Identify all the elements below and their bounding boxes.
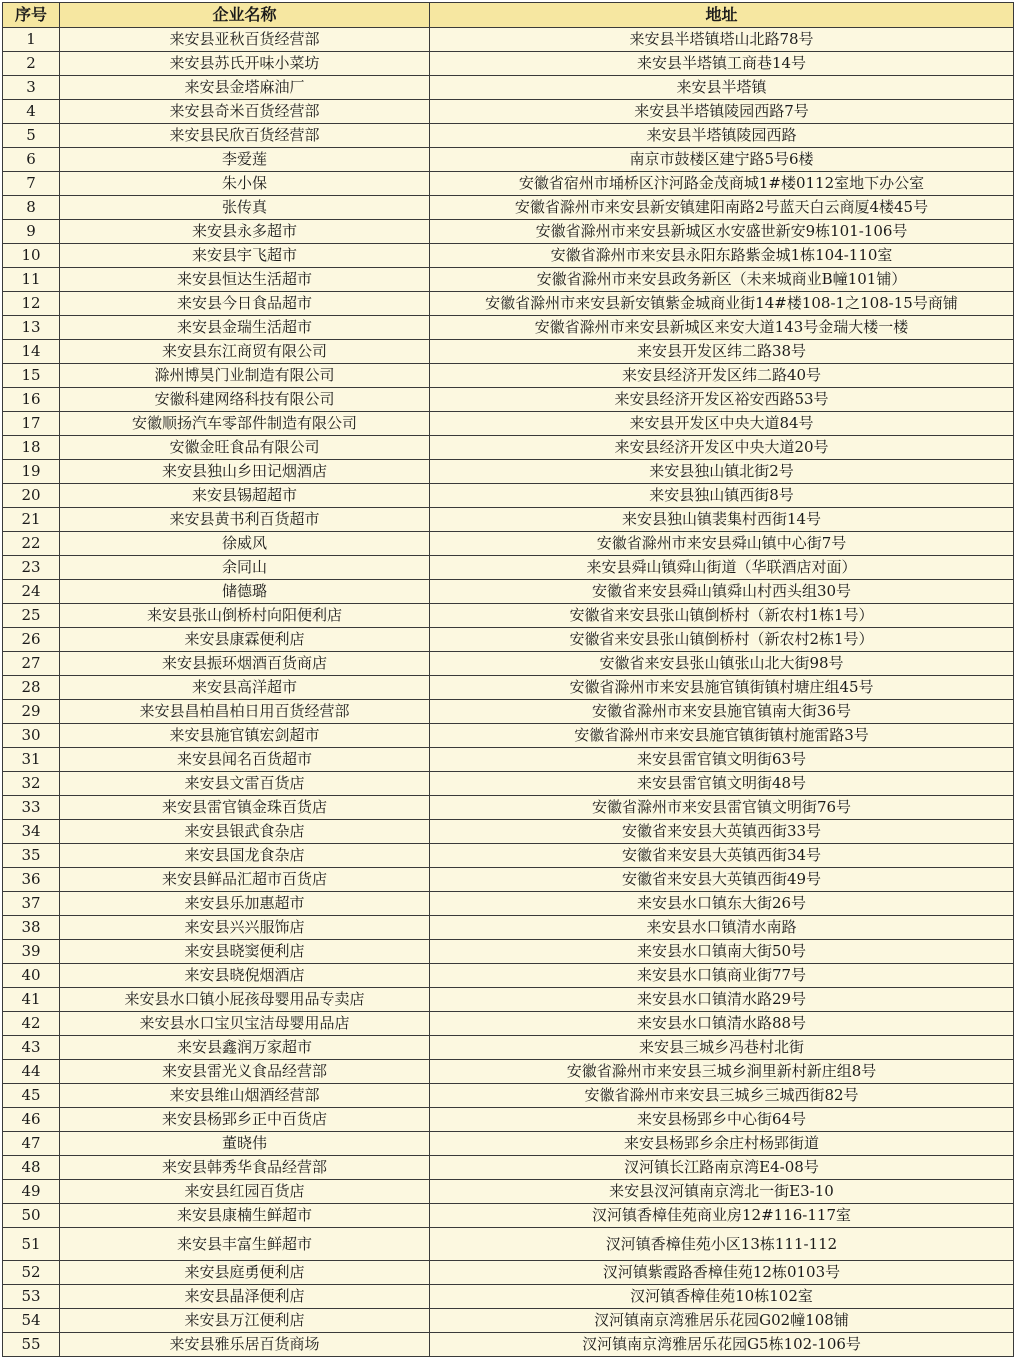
table-row: [3, 76, 1014, 100]
table-row: [3, 724, 1014, 748]
table-row: [3, 1084, 1014, 1108]
row-name: 朱小保: [60, 172, 430, 196]
row-name: 来安县锡超超市: [60, 484, 430, 508]
row-address: 汊河镇紫霞路香樟佳苑12栋0103号: [430, 1261, 1014, 1285]
row-no: 19: [3, 460, 60, 484]
table-row: [3, 532, 1014, 556]
table-row: [3, 820, 1014, 844]
row-name: 来安县昌柏昌柏日用百货经营部: [60, 700, 430, 724]
table-row: [3, 436, 1014, 460]
row-name: 来安县韩秀华食品经营部: [60, 1156, 430, 1180]
row-no: 18: [3, 436, 60, 460]
row-name: 来安县鲜品汇超市百货店: [60, 868, 430, 892]
table-row: [3, 628, 1014, 652]
table-row: [3, 388, 1014, 412]
row-address: 安徽省来安县舜山镇舜山村西头组30号: [430, 580, 1014, 604]
row-name: 董晓伟: [60, 1132, 430, 1156]
table-row: [3, 52, 1014, 76]
table-row: [3, 1012, 1014, 1036]
row-no: 23: [3, 556, 60, 580]
table-row: [3, 1261, 1014, 1285]
table-row: [3, 340, 1014, 364]
row-no: 15: [3, 364, 60, 388]
row-no: 1: [3, 28, 60, 52]
table-row: [3, 1333, 1014, 1357]
row-name: 来安县文雷百货店: [60, 772, 430, 796]
row-name: 来安县雅乐居百货商场: [60, 1333, 430, 1357]
row-address: 安徽省滁州市来安县新城区来安大道143号金瑞大楼一楼: [430, 316, 1014, 340]
table-row: [3, 244, 1014, 268]
row-no: 45: [3, 1084, 60, 1108]
table-row: [3, 580, 1014, 604]
table-row: [3, 844, 1014, 868]
row-address: 来安县雷官镇文明街48号: [430, 772, 1014, 796]
row-address: 安徽省滁州市来安县新城区水安盛世新安9栋101-106号: [430, 220, 1014, 244]
row-address: 来安县经济开发区纬二路40号: [430, 364, 1014, 388]
table-row: [3, 124, 1014, 148]
row-address: 来安县雷官镇文明街63号: [430, 748, 1014, 772]
row-no: 32: [3, 772, 60, 796]
row-name: 来安县民欣百货经营部: [60, 124, 430, 148]
row-name: 徐威风: [60, 532, 430, 556]
row-name: 来安县晶泽便利店: [60, 1285, 430, 1309]
row-no: 49: [3, 1180, 60, 1204]
row-address: 安徽省来安县张山镇倒桥村（新农村2栋1号）: [430, 628, 1014, 652]
row-address: 来安县水口镇清水路88号: [430, 1012, 1014, 1036]
table-row: [3, 1309, 1014, 1333]
row-no: 40: [3, 964, 60, 988]
row-no: 14: [3, 340, 60, 364]
header-no: 序号: [3, 3, 60, 28]
row-no: 6: [3, 148, 60, 172]
table-row: [3, 412, 1014, 436]
row-name: 来安县闻名百货超市: [60, 748, 430, 772]
row-no: 55: [3, 1333, 60, 1357]
row-address: 安徽省滁州市来安县政务新区（未来城商业B幢101铺）: [430, 268, 1014, 292]
row-name: 来安县今日食品超市: [60, 292, 430, 316]
row-name: 来安县恒达生活超市: [60, 268, 430, 292]
row-name: 来安县水口宝贝宝洁母婴用品店: [60, 1012, 430, 1036]
row-name: 来安县张山倒桥村向阳便利店: [60, 604, 430, 628]
header-name: 企业名称: [60, 3, 430, 28]
row-address: 来安县水口镇南大街50号: [430, 940, 1014, 964]
table-row: [3, 748, 1014, 772]
row-no: 46: [3, 1108, 60, 1132]
row-no: 16: [3, 388, 60, 412]
row-name: 来安县乐加惠超市: [60, 892, 430, 916]
row-no: 51: [3, 1228, 60, 1261]
row-address: 安徽省来安县大英镇西街33号: [430, 820, 1014, 844]
row-address: 汊河镇长江路南京湾E4-08号: [430, 1156, 1014, 1180]
row-name: 来安县国龙食杂店: [60, 844, 430, 868]
row-name: 储德璐: [60, 580, 430, 604]
row-no: 2: [3, 52, 60, 76]
row-no: 38: [3, 916, 60, 940]
row-address: 汊河镇香樟佳苑10栋102室: [430, 1285, 1014, 1309]
row-address: 来安县半塔镇陵园西路: [430, 124, 1014, 148]
row-no: 33: [3, 796, 60, 820]
row-address: 来安县半塔镇工商巷14号: [430, 52, 1014, 76]
row-address: 汊河镇香樟佳苑商业房12#116-117室: [430, 1204, 1014, 1228]
row-address: 来安县经济开发区裕安西路53号: [430, 388, 1014, 412]
table-row: [3, 196, 1014, 220]
row-address: 汊河镇香樟佳苑小区13栋111-112: [430, 1228, 1014, 1261]
row-address: 安徽省来安县张山镇倒桥村（新农村1栋1号）: [430, 604, 1014, 628]
row-address: 来安县水口镇东大街26号: [430, 892, 1014, 916]
row-no: 43: [3, 1036, 60, 1060]
table-row: [3, 604, 1014, 628]
row-name: 来安县水口镇小屁孩母婴用品专卖店: [60, 988, 430, 1012]
row-address: 安徽省来安县张山镇张山北大街98号: [430, 652, 1014, 676]
row-name: 张传真: [60, 196, 430, 220]
row-name: 李爱莲: [60, 148, 430, 172]
row-address: 南京市鼓楼区建宁路5号6楼: [430, 148, 1014, 172]
row-no: 44: [3, 1060, 60, 1084]
row-no: 17: [3, 412, 60, 436]
row-address: 来安县半塔镇塔山北路78号: [430, 28, 1014, 52]
table-row: [3, 1132, 1014, 1156]
table-row: [3, 796, 1014, 820]
row-address: 来安县独山镇裴集村西街14号: [430, 508, 1014, 532]
row-no: 30: [3, 724, 60, 748]
row-name: 来安县丰富生鲜超市: [60, 1228, 430, 1261]
row-name: 来安县苏氏开味小菜坊: [60, 52, 430, 76]
table-row: [3, 28, 1014, 52]
row-no: 12: [3, 292, 60, 316]
row-address: 安徽省滁州市来安县施官镇街镇村施雷路3号: [430, 724, 1014, 748]
row-name: 来安县宇飞超市: [60, 244, 430, 268]
row-address: 来安县开发区中央大道84号: [430, 412, 1014, 436]
row-address: 来安县水口镇清水南路: [430, 916, 1014, 940]
table-row: [3, 916, 1014, 940]
table-row: [3, 172, 1014, 196]
row-no: 28: [3, 676, 60, 700]
table-row: [3, 1060, 1014, 1084]
row-no: 13: [3, 316, 60, 340]
table-row: [3, 1204, 1014, 1228]
row-no: 20: [3, 484, 60, 508]
row-name: 来安县红园百货店: [60, 1180, 430, 1204]
row-address: 汊河镇南京湾雅居乐花园G02幢108铺: [430, 1309, 1014, 1333]
row-name: 来安县独山乡田记烟酒店: [60, 460, 430, 484]
row-no: 21: [3, 508, 60, 532]
table-row: [3, 1156, 1014, 1180]
table-row: [3, 1228, 1014, 1261]
table-row: [3, 508, 1014, 532]
table-row: [3, 940, 1014, 964]
row-name: 来安县杨郢乡正中百货店: [60, 1108, 430, 1132]
row-no: 22: [3, 532, 60, 556]
row-address: 来安县开发区纬二路38号: [430, 340, 1014, 364]
table-row: [3, 100, 1014, 124]
store-list-table: [2, 2, 1014, 1357]
table-row: [3, 892, 1014, 916]
row-name: 来安县东江商贸有限公司: [60, 340, 430, 364]
row-no: 52: [3, 1261, 60, 1285]
row-no: 8: [3, 196, 60, 220]
row-address: 安徽省滁州市来安县雷官镇文明街76号: [430, 796, 1014, 820]
row-address: 安徽省滁州市来安县施官镇南大街36号: [430, 700, 1014, 724]
table-row: [3, 556, 1014, 580]
table-row: [3, 1180, 1014, 1204]
row-name: 来安县康楠生鲜超市: [60, 1204, 430, 1228]
row-address: 来安县舜山镇舜山街道（华联酒店对面）: [430, 556, 1014, 580]
table-row: [3, 1285, 1014, 1309]
row-no: 11: [3, 268, 60, 292]
table-row: [3, 868, 1014, 892]
row-address: 安徽省来安县大英镇西街34号: [430, 844, 1014, 868]
table-row: [3, 772, 1014, 796]
row-no: 53: [3, 1285, 60, 1309]
table-row: [3, 988, 1014, 1012]
row-no: 35: [3, 844, 60, 868]
row-name: 安徽金旺食品有限公司: [60, 436, 430, 460]
table-row: [3, 292, 1014, 316]
row-name: 来安县银武食杂店: [60, 820, 430, 844]
row-name: 滁州博昊门业制造有限公司: [60, 364, 430, 388]
row-name: 来安县雷光义食品经营部: [60, 1060, 430, 1084]
table-row: [3, 1036, 1014, 1060]
row-no: 34: [3, 820, 60, 844]
row-no: 48: [3, 1156, 60, 1180]
table-row: [3, 676, 1014, 700]
row-address: 来安县独山镇北街2号: [430, 460, 1014, 484]
row-name: 来安县晓倪烟酒店: [60, 964, 430, 988]
row-address: 安徽省滁州市来安县新安镇紫金城商业街14#楼108-1之108-15号商铺: [430, 292, 1014, 316]
row-no: 3: [3, 76, 60, 100]
table-row: [3, 364, 1014, 388]
row-no: 42: [3, 1012, 60, 1036]
row-address: 来安县杨郢乡中心街64号: [430, 1108, 1014, 1132]
row-no: 54: [3, 1309, 60, 1333]
row-no: 27: [3, 652, 60, 676]
row-no: 26: [3, 628, 60, 652]
row-name: 来安县鑫润万家超市: [60, 1036, 430, 1060]
row-name: 来安县亚秋百货经营部: [60, 28, 430, 52]
row-address: 安徽省宿州市埇桥区汴河路金茂商城1#楼0112室地下办公室: [430, 172, 1014, 196]
row-address: 来安县杨郢乡余庄村杨郢街道: [430, 1132, 1014, 1156]
row-address: 来安县独山镇西街8号: [430, 484, 1014, 508]
row-name: 来安县康霖便利店: [60, 628, 430, 652]
row-name: 来安县施官镇宏剑超市: [60, 724, 430, 748]
row-name: 来安县晓窦便利店: [60, 940, 430, 964]
table-row: [3, 316, 1014, 340]
row-address: 来安县半塔镇: [430, 76, 1014, 100]
table-row: [3, 268, 1014, 292]
row-name: 来安县万江便利店: [60, 1309, 430, 1333]
row-address: 汊河镇南京湾雅居乐花园G5栋102-106号: [430, 1333, 1014, 1357]
row-address: 安徽省滁州市来安县永阳东路紫金城1栋104-110室: [430, 244, 1014, 268]
row-name: 来安县维山烟酒经营部: [60, 1084, 430, 1108]
row-address: 安徽省滁州市来安县三城乡涧里新村新庄组8号: [430, 1060, 1014, 1084]
header-address: 地址: [430, 3, 1014, 28]
row-name: 安徽科建网络科技有限公司: [60, 388, 430, 412]
row-address: 安徽省来安县大英镇西街49号: [430, 868, 1014, 892]
table-row: [3, 700, 1014, 724]
row-no: 9: [3, 220, 60, 244]
row-no: 10: [3, 244, 60, 268]
row-name: 余同山: [60, 556, 430, 580]
header-row: [3, 3, 1014, 28]
table-row: [3, 220, 1014, 244]
row-no: 25: [3, 604, 60, 628]
row-address: 来安县水口镇商业街77号: [430, 964, 1014, 988]
row-address: 安徽省滁州市来安县施官镇街镇村塘庄组45号: [430, 676, 1014, 700]
row-no: 36: [3, 868, 60, 892]
row-no: 39: [3, 940, 60, 964]
row-name: 来安县振环烟酒百货商店: [60, 652, 430, 676]
table-row: [3, 484, 1014, 508]
row-name: 来安县兴兴服饰店: [60, 916, 430, 940]
table-row: [3, 148, 1014, 172]
row-no: 7: [3, 172, 60, 196]
row-name: 来安县永多超市: [60, 220, 430, 244]
row-no: 31: [3, 748, 60, 772]
row-name: 来安县雷官镇金珠百货店: [60, 796, 430, 820]
row-name: 来安县金瑞生活超市: [60, 316, 430, 340]
row-no: 47: [3, 1132, 60, 1156]
row-no: 24: [3, 580, 60, 604]
table-row: [3, 652, 1014, 676]
row-no: 4: [3, 100, 60, 124]
row-no: 5: [3, 124, 60, 148]
table-row: [3, 964, 1014, 988]
row-no: 50: [3, 1204, 60, 1228]
table-row: [3, 1108, 1014, 1132]
row-address: 来安县经济开发区中央大道20号: [430, 436, 1014, 460]
row-no: 29: [3, 700, 60, 724]
row-address: 来安县水口镇清水路29号: [430, 988, 1014, 1012]
row-address: 安徽省滁州市来安县舜山镇中心街7号: [430, 532, 1014, 556]
row-name: 来安县庭勇便利店: [60, 1261, 430, 1285]
row-address: 来安县半塔镇陵园西路7号: [430, 100, 1014, 124]
row-name: 安徽顺扬汽车零部件制造有限公司: [60, 412, 430, 436]
row-address: 来安县三城乡冯巷村北街: [430, 1036, 1014, 1060]
row-name: 来安县金塔麻油厂: [60, 76, 430, 100]
row-address: 来安县汊河镇南京湾北一街E3-10: [430, 1180, 1014, 1204]
row-address: 安徽省滁州市来安县三城乡三城西街82号: [430, 1084, 1014, 1108]
row-name: 来安县奇米百货经营部: [60, 100, 430, 124]
table-row: [3, 460, 1014, 484]
row-address: 安徽省滁州市来安县新安镇建阳南路2号蓝天白云商厦4楼45号: [430, 196, 1014, 220]
row-no: 41: [3, 988, 60, 1012]
row-no: 37: [3, 892, 60, 916]
row-name: 来安县黄书利百货超市: [60, 508, 430, 532]
row-name: 来安县高洋超市: [60, 676, 430, 700]
